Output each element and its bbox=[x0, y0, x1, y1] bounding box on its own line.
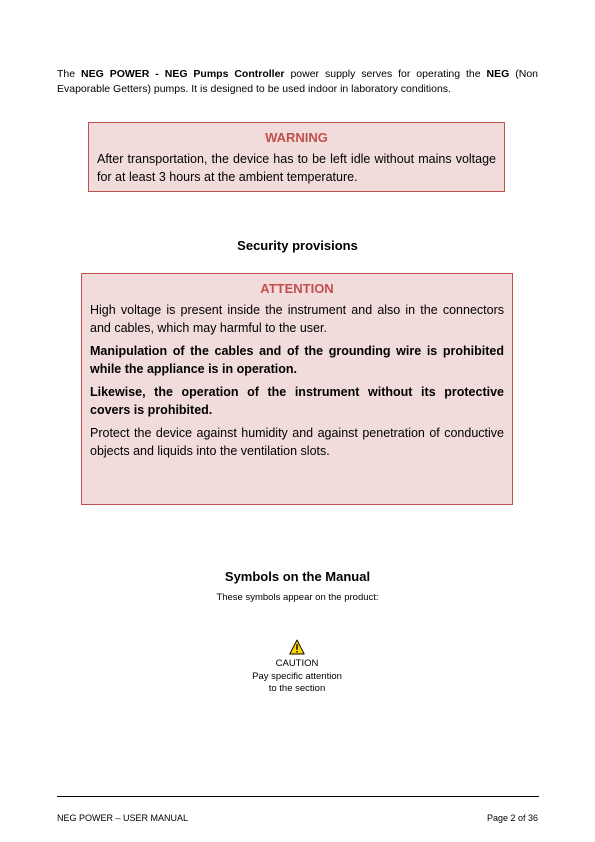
intro-text-3: (Non Evaporable Getters) pumps. It is designed to be used indoor in laboratory conditions. bbox=[57, 68, 538, 95]
intro-text-1: The bbox=[57, 68, 82, 80]
attention-title: ATTENTION bbox=[260, 281, 334, 296]
warning-title: WARNING bbox=[265, 130, 328, 145]
intro-product-name: NEG POWER - NEG Pumps Controller bbox=[81, 68, 285, 80]
warning-triangle-icon bbox=[289, 639, 305, 655]
footer-page-number: Page 2 of 36 bbox=[486, 813, 538, 823]
warning-box bbox=[88, 122, 505, 192]
caution-symbol bbox=[252, 639, 342, 696]
intro-text-2: power supply serves for operating the bbox=[284, 68, 487, 80]
attention-box bbox=[81, 273, 513, 505]
caution-description: Pay specific attention to the section bbox=[252, 670, 342, 694]
attention-paragraph-humidity: Protect the device against humidity and against penetration of conductive objects and liquids into the ventilation slots. bbox=[90, 426, 504, 458]
intro-paragraph bbox=[57, 67, 538, 96]
attention-paragraph-voltage: High voltage is present inside the instrument and also in the connectors and cables, which may harmful to the user. bbox=[90, 303, 504, 335]
warning-text: After transportation, the device has to be left idle without mains voltage for at least 3 hours at the ambient temperature. bbox=[97, 152, 496, 184]
symbols-heading: Symbols on the Manual bbox=[224, 569, 371, 584]
attention-paragraph-covers: Likewise, the operation of the instrument without its protective covers is prohibited. bbox=[90, 385, 504, 417]
intro-neg-term: NEG bbox=[486, 68, 510, 80]
footer-manual-title: NEG POWER – USER MANUAL bbox=[57, 813, 189, 823]
symbols-subtitle: These symbols appear on the product: bbox=[216, 592, 379, 603]
caution-label: CAUTION bbox=[275, 658, 319, 669]
attention-paragraph-cables: Manipulation of the cables and of the grounding wire is prohibited while the appliance is in operation. bbox=[90, 344, 504, 376]
security-heading: Security provisions bbox=[237, 238, 358, 253]
footer-divider bbox=[57, 796, 539, 797]
